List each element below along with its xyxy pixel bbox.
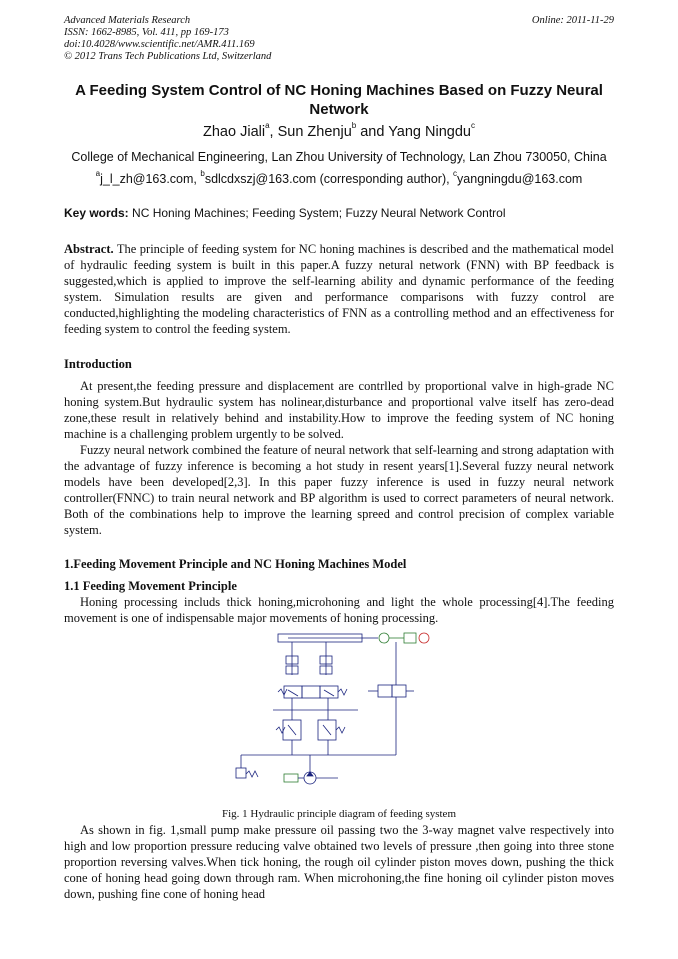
keywords-text: NC Honing Machines; Feeding System; Fuzzy Neural Network Control [128, 206, 506, 220]
email-2: sdlcdxszj@163.com (corresponding author), [204, 172, 454, 186]
section-1-paragraph: Honing processing includs thick honing,microhoning and light the whole processing[4].The feeding movement is one of indispensable major movements of honing processing. [64, 595, 614, 625]
keywords-label: Key words: [64, 206, 129, 220]
doi: doi:10.4028/www.scientific.net/AMR.411.169 [64, 39, 255, 50]
author-1-mark: a [265, 121, 270, 130]
email-1-mark: a [95, 169, 101, 178]
author-3-mark: c [470, 121, 475, 130]
intro-paragraph-1: At present,the feeding pressure and displacement are contrlled by proportional valve in high-grade NC honing system.But hydraulic system has nolinear,disturbance and proportional valve itself has zero-dead zone,these result in relatively behind and instability.How to improve the feeding system of NC honing machine is a challenging problem urgently to be solved. [64, 379, 614, 441]
author-2: , Sun Zhenju [269, 124, 352, 140]
abstract [64, 241, 614, 337]
email-2-mark: b [200, 169, 205, 178]
email-1: j_l_zh@163.com, [100, 172, 201, 186]
email-3-mark: c [453, 169, 458, 178]
keywords [64, 206, 506, 220]
author-2-mark: b [351, 121, 357, 130]
intro-paragraph-2: Fuzzy neural network combined the feature of neural network that self-learning and strong adaptation with the advantage of fuzzy inference is becoming a hot study in resent years[1].Several fuzzy neural network models have been developed[2,3]. In this paper fuzzy inference is used in fuzzy neural network controller(FNNC) to train neural network and BP algorithm is used to correct parameters of neural network. Both of the combinations help to improve the learning spreed and control precision of complex variable system. [64, 443, 614, 537]
email-list [64, 169, 614, 186]
hydraulic-diagram [228, 630, 448, 800]
affiliation: College of Mechanical Engineering, Lan Zhou University of Technology, Lan Zhou 730050, China [71, 150, 607, 164]
email-3: yangningdu@163.com [457, 172, 583, 186]
journal-name: Advanced Materials Research [64, 15, 191, 26]
abstract-label: Abstract. [64, 242, 114, 256]
author-3: and Yang Ningdu [356, 124, 471, 140]
paper-title: A Feeding System Control of NC Honing Machines Based on Fuzzy Neural Network [75, 82, 603, 118]
intro-heading: Introduction [64, 357, 132, 371]
section-1-heading: 1.Feeding Movement Principle and NC Honing Machines Model [64, 557, 407, 571]
online-date: Online: 2011-11-29 [531, 15, 614, 26]
section-1-1-heading: 1.1 Feeding Movement Principle [64, 579, 237, 593]
issn: ISSN: 1662-8985, Vol. 411, pp 169-173 [64, 27, 229, 38]
figure-description-paragraph: As shown in fig. 1,small pump make pressure oil passing two the 3-way magnet valve respectively into high and low proportion pressure reducing valve obtained two levels of pressure ,then going into three stone proportion reversing valves.When tick honing, the rough oil cylinder piston moves down, pushing the thick cone of honing head going down through ram. When microhoning,the fine honing oil cylinder piston moves down, pushing fine cone of honing head [64, 823, 614, 901]
figure-1-caption: Fig. 1 Hydraulic principle diagram of feeding system [222, 808, 456, 820]
copyright: © 2012 Trans Tech Publications Ltd, Switzerland [64, 51, 272, 62]
author-1: Zhao Jiali [203, 124, 266, 140]
abstract-text: The principle of feeding system for NC honing machines is described and the mathematical model of hydraulic feeding system is built in this paper.A fuzzy netural network (FNN) with BP feedback is suggested,which is applied to improve the self-learning ability and dynamic performance of the feeding system. Simulation results are given and performance comparisons with fuzzy control are conducted,highlighting the modeling characteristics of FNN as a controlling method and an effectiveness for feeding system to control the feeding system. [64, 242, 614, 336]
author-list [64, 121, 614, 140]
